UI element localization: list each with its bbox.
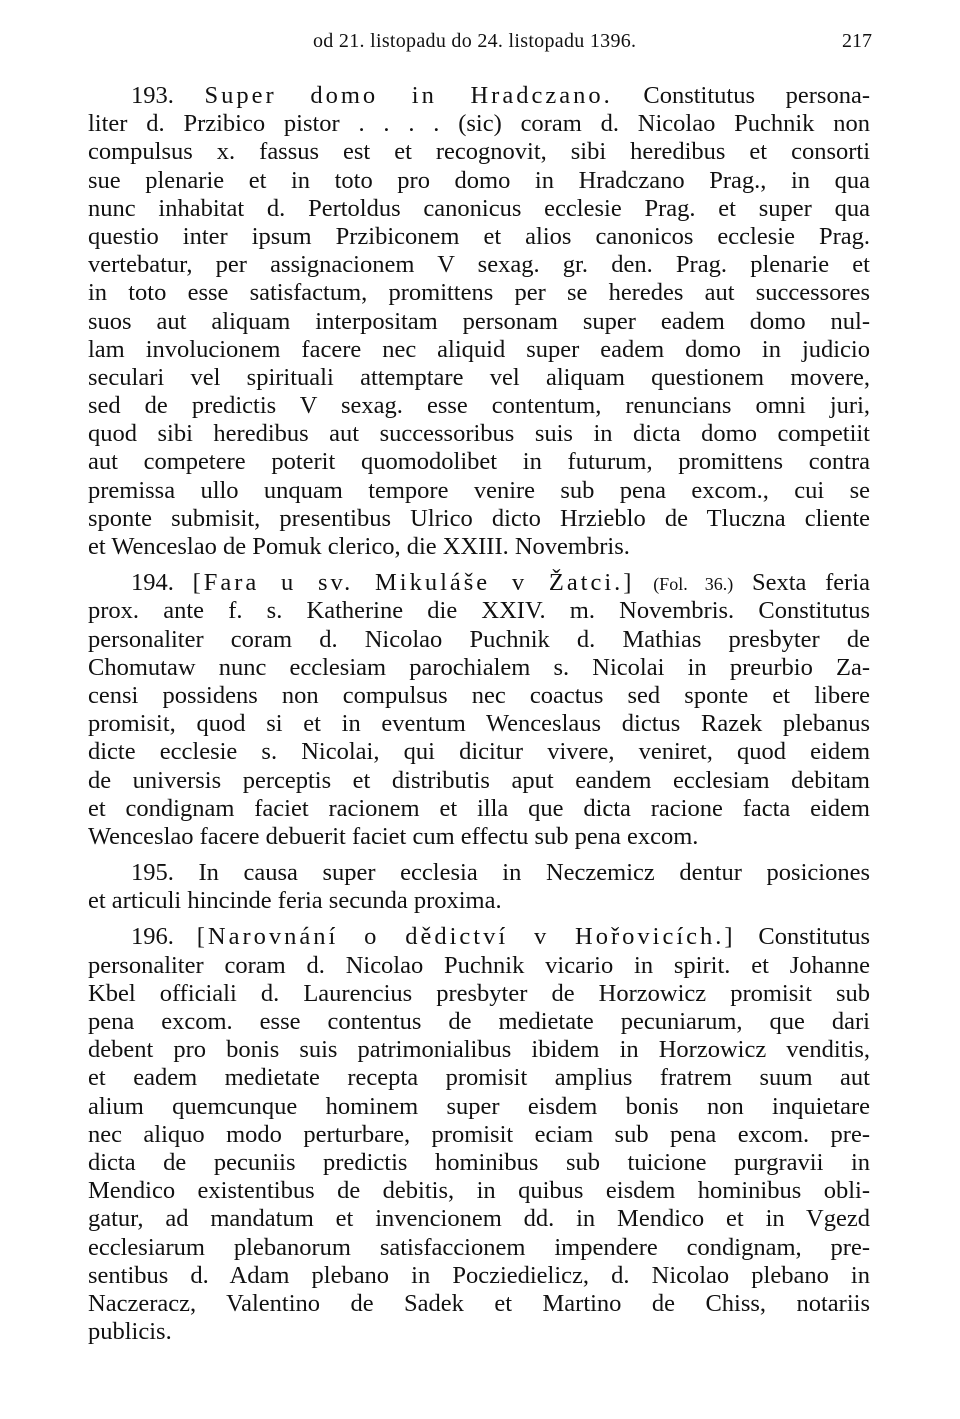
text-line: publicis. xyxy=(88,1318,172,1346)
text-line: personaliter coram d. Nicolao Puchnik vicario in spirit. et Johanne xyxy=(88,951,870,979)
text-line: ecclesiarum plebanorum satisfaccionem impendere condignam, pre- xyxy=(88,1233,870,1261)
text-line: de universis perceptis et distributis aput eandem ecclesiam debitam xyxy=(88,766,870,794)
text-line: et condignam faciet racionem et illa que dicta racione facta eidem xyxy=(88,794,870,822)
entry-title: Super domo in Hradczano. xyxy=(204,82,613,109)
text-line xyxy=(88,569,870,597)
text-line: dicta de pecuniis predictis hominibus sub tuicione purgravii in xyxy=(88,1148,870,1176)
text-line: prox. ante f. s. Katherine die XXIV. m. Novembris. Constitutus xyxy=(88,597,870,625)
entry-number: 194. xyxy=(131,569,174,597)
text-line xyxy=(88,859,870,887)
text-line: liter d. Przibico pistor . . . . (sic) coram d. Nicolao Puchnik non xyxy=(88,110,870,138)
entry-number: 195. xyxy=(131,859,174,887)
text-line: et Wenceslao de Pomuk clerico, die XXIII. Novembris. xyxy=(88,533,630,560)
line-text: In causa super ecclesia in Neczemicz dentur posiciones xyxy=(173,859,870,887)
text-line: debent pro bonis suis patrimonialibus ibidem in Horzowicz venditis, xyxy=(88,1036,870,1064)
text-line: suos aut aliquam interpositam personam super eadem domo nul- xyxy=(88,307,870,335)
line-text: Constitutus xyxy=(735,923,871,951)
entry-193 xyxy=(88,82,870,561)
text-line: nec aliquo modo perturbare, promisit eciam sub pena excom. pre- xyxy=(88,1120,870,1148)
text-line: quod sibi heredibus aut successoribus suis in dicta domo competiit xyxy=(88,420,870,448)
text-line: censi possidens non compulsus nec coactus sed sponte et libere xyxy=(88,681,870,709)
text-line: sentibus d. Adam plebano in Pocziedielicz, d. Nicolao plebano in xyxy=(88,1261,870,1289)
text-line: pena excom. esse contentus de medietate pecuniarum, que dari xyxy=(88,1008,870,1035)
text-line xyxy=(88,923,870,951)
document-body xyxy=(88,82,870,1354)
text-line: et articuli hincinde feria secunda proxima. xyxy=(88,887,502,915)
entry-194 xyxy=(88,569,870,851)
entry-number: 196. xyxy=(131,923,174,951)
text-line: Chomutaw nunc ecclesiam parochialem s. Nicolai in preurbio Za- xyxy=(88,653,870,681)
folio-reference: (Fol. 36.) xyxy=(653,574,734,595)
line-text: Sexta feria xyxy=(733,569,871,597)
page-number: 217 xyxy=(842,30,872,52)
entry-title: [Narovnání o dědictví v Hořovicích.] xyxy=(196,923,736,951)
text-line: compulsus x. fassus est et recognovit, sibi heredibus et consorti xyxy=(88,138,870,166)
text-line: alium quemcunque hominem super eisdem bonis non inquietare xyxy=(88,1092,870,1120)
text-line: Mendico existentibus de debitis, in quibus eisdem hominibus obli- xyxy=(88,1177,870,1205)
text-line: personaliter coram d. Nicolao Puchnik d. Mathias presbyter de xyxy=(88,625,870,653)
entry-195 xyxy=(88,859,870,915)
text-line: promisit, quod si et in eventum Wenceslaus dictus Razek plebanus xyxy=(88,710,870,738)
text-line: in toto esse satisfactum, promittens per se heredes aut successores xyxy=(88,279,870,307)
text-line xyxy=(88,82,870,110)
text-line: sue plenarie et in toto pro domo in Hradczano Prag., in qua xyxy=(88,166,870,194)
entry-196 xyxy=(88,923,870,1346)
text-line: seculari vel spirituali attemptare vel aliquam questionem movere, xyxy=(88,363,870,391)
text-line: sponte submisit, presentibus Ulrico dicto Hrzieblo de Tluczna cliente xyxy=(88,504,870,532)
running-header xyxy=(88,30,872,58)
text-line: sed de predictis V sexag. esse contentum, renuncians omni juri, xyxy=(88,392,870,420)
text-line: premissa ullo unquam tempore venire sub pena excom., cui se xyxy=(88,476,870,504)
text-line: vertebatur, per assignacionem V sexag. gr. den. Prag. plenarie et xyxy=(88,251,870,279)
text-line: et eadem medietate recepta promisit amplius fratrem suum aut xyxy=(88,1064,870,1092)
text-line: Wenceslao facere debuerit faciet cum effectu sub pena excom. xyxy=(88,822,699,850)
text-line: dicte ecclesie s. Nicolai, qui dicitur vivere, veniret, quod eidem xyxy=(88,738,870,766)
text-line: Kbel officiali d. Laurencius presbyter de Horzowicz promisit sub xyxy=(88,979,870,1007)
text-line: questio inter ipsum Przibiconem et alios canonicos ecclesie Prag. xyxy=(88,222,870,250)
entry-number: 193. xyxy=(131,82,174,109)
text-line: lam involucionem facere nec aliquid super eadem domo in judicio xyxy=(88,335,870,363)
text-line: gatur, ad mandatum et invencionem dd. in Mendico et in Vgezd xyxy=(88,1205,870,1233)
entry-title: [Fara u sv. Mikuláše v Žatci.] xyxy=(192,569,635,597)
running-title: od 21. listopadu do 24. listopadu 1396. xyxy=(313,30,637,52)
text-line: aut competere poterit quomodolibet in futurum, promittens contra xyxy=(88,448,870,476)
text-line: nunc inhabitat d. Pertoldus canonicus ecclesie Prag. et super qua xyxy=(88,194,870,222)
text-line: Naczeracz, Valentino de Sadek et Martino de Chiss, notariis xyxy=(88,1289,870,1317)
line-text: Constitutus persona- xyxy=(612,82,870,109)
